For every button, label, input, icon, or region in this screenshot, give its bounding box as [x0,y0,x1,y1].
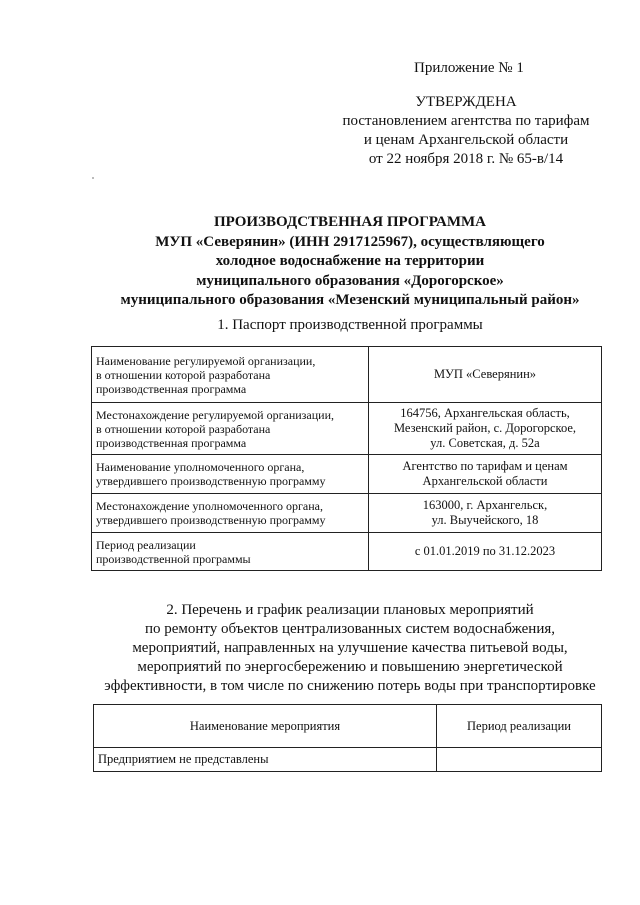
section2-heading [80,601,620,696]
cell-line: производственная программа [96,381,247,396]
approval-line: УТВЕРЖДЕНА [415,94,517,110]
title-line: ПРОИЗВОДСТВЕННАЯ ПРОГРАММА [213,214,486,230]
heading-line: мероприятий, направленных на улучшение качества питьевой воды, [132,640,568,656]
cell-line: с 01.01.2019 по 31.12.2023 [414,544,556,558]
heading-line: эффективности, в том числе по снижению потерь воды при транспортировке [104,678,596,694]
appendix-label: Приложение № 1 [414,60,524,76]
table-cell [437,748,602,772]
cell-line: производственной программы [96,551,251,566]
approval-block [330,93,602,169]
cell-line: в отношении которой разработана [96,367,271,382]
approval-line: и ценам Архангельской области [363,132,569,148]
cell-line: в отношении которой разработана [96,421,271,436]
cell-line: Архангельской области [422,474,548,488]
cell-line: 163000, г. Архангельск, [422,498,548,512]
table-cell-label [92,533,369,571]
table-cell-value [369,403,602,455]
passport-table [91,346,602,571]
table-row [94,748,602,772]
cell-line: утвердившего производственную программу [96,474,326,488]
cell-line: Местонахождение уполномоченного органа, [96,499,323,513]
cell-line: Период реализации [96,537,196,552]
scan-speck [92,177,94,179]
cell-line: Агентство по тарифам и ценам [402,459,568,473]
section1-heading: 1. Паспорт производственной программы [217,317,483,333]
cell-line: МУП «Северянин» [433,367,537,381]
table-cell-value [369,494,602,533]
cell-line: 164756, Архангельская область, [400,406,570,420]
cell-line: утвердившего производственную программу [96,513,326,527]
heading-line: мероприятий по энергосбережению и повышению энергетической [137,659,563,675]
title-line: муниципального образования «Дорогорское» [196,272,504,289]
heading-line: 2. Перечень и график реализации плановых мероприятий [166,602,534,618]
document-title [80,213,620,311]
table-cell-value [369,533,602,571]
activities-table [93,704,602,772]
table-row [92,403,602,455]
cell-line: ул. Выучейского, 18 [431,513,539,527]
table-cell-value [369,455,602,494]
table-cell: Предприятием не представлены [94,748,437,772]
title-line: МУП «Северянин» (ИНН 2917125967), осуществляющего [155,233,545,250]
cell-line: Наименование уполномоченного органа, [96,460,305,474]
title-line: холодное водоснабжение на территории [215,253,485,269]
cell-line: Местонахождение регулируемой организации, [96,407,335,422]
table-cell-label [92,403,369,455]
cell-line: ул. Советская, д. 52а [430,436,540,450]
table-cell-label [92,347,369,403]
table-header-row [94,705,602,748]
heading-line: по ремонту объектов централизованных систем водоснабжения, [144,621,555,637]
title-line: муниципального образования «Мезенский муниципальный район» [120,292,580,308]
table-row [92,455,602,494]
column-header-period: Период реализации [437,705,602,748]
cell-line: Мезенский район, с. Дорогорское, [393,421,577,435]
cell-line: Наименование регулируемой организации, [96,353,316,368]
cell-line: производственная программа [96,435,247,450]
column-header-activity: Наименование мероприятия [94,705,437,748]
approval-line: постановлением агентства по тарифам [342,113,590,129]
table-cell-label [92,494,369,533]
table-cell-label [92,455,369,494]
table-row [92,347,602,403]
approval-line: от 22 ноября 2018 г. № 65-в/14 [368,151,564,167]
table-cell-value [369,347,602,403]
table-row [92,533,602,571]
table-row [92,494,602,533]
